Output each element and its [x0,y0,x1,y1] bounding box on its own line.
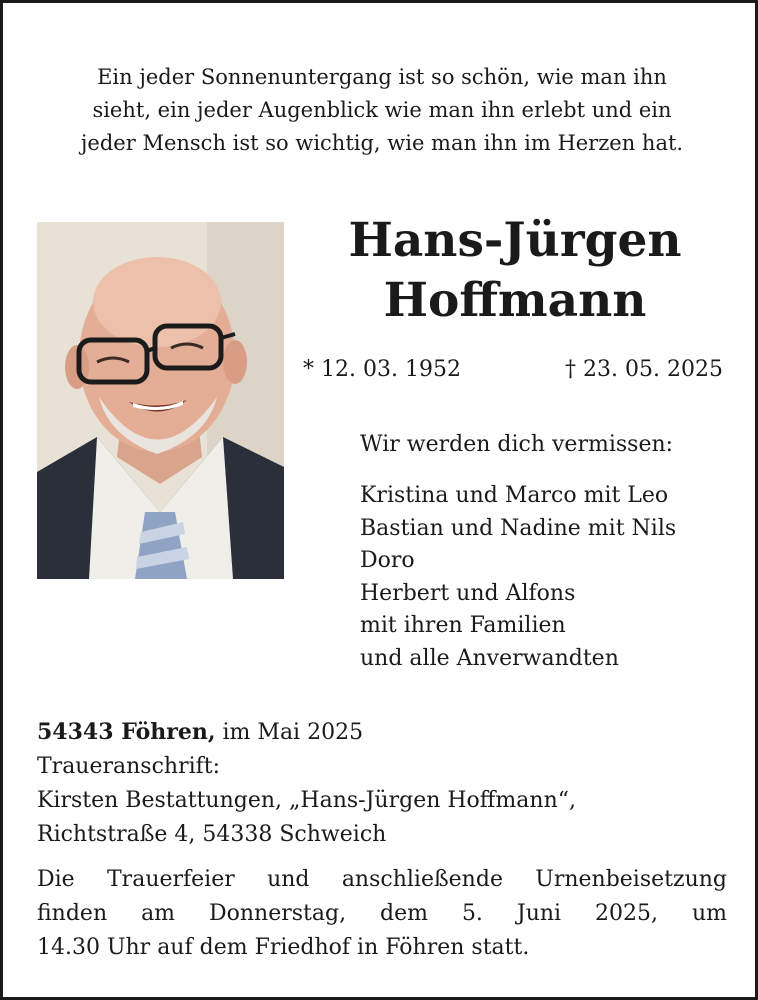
mourners-intro: Wir werden dich vermissen: [360,432,674,457]
quote-line-1: Ein jeder Sonnenuntergang ist so schön, wie man ihn [97,65,667,89]
date: im Mai 2025 [215,720,364,745]
place: 54343 Föhren, [37,719,216,745]
mourner-line: Kristina und Marco mit Leo [360,483,669,508]
first-name: Hans-Jürgen [348,213,682,268]
last-name: Hoffmann [383,273,647,328]
place-and-date [37,715,576,750]
address-line-1: Kirsten Bestattungen, „Hans-Jürgen Hoffmann“, [37,788,576,813]
mourner-line: mit ihren Familien [360,613,566,639]
mourner-line: Doro [360,548,415,574]
funeral-service-notice [37,863,727,965]
mourner-line: Herbert und Alfons [360,580,576,606]
quote-line-2: sieht, ein jeder Augenblick wie man ihn erlebt und ein [92,98,672,122]
service-line-1: Die Trauerfeier und anschließende Urnenbeisetzung [37,867,727,892]
portrait-illustration [37,222,284,579]
mourners-list [360,480,676,676]
service-line-2: finden am Donnerstag, dem 5. Juni 2025, um [37,901,727,926]
address-line-2: Richtstraße 4, 54338 Schweich [37,822,387,847]
deceased-name [303,211,727,331]
birth-date: * 12. 03. 1952 [303,357,461,382]
memorial-quote [33,61,731,160]
address-label: Traueranschrift: [37,754,221,779]
death-date: † 23. 05. 2025 [565,357,723,382]
mourner-line: Bastian und Nadine mit Nils [360,515,677,541]
mourner-line: und alle Anverwandten [360,645,619,671]
quote-line-3: jeder Mensch ist so wichtig, wie man ihn im Herzen hat. [80,131,684,155]
portrait-photo [37,222,284,579]
mourning-address [37,715,576,852]
service-line-3: 14.30 Uhr auf dem Friedhof in Föhren statt. [37,935,530,960]
